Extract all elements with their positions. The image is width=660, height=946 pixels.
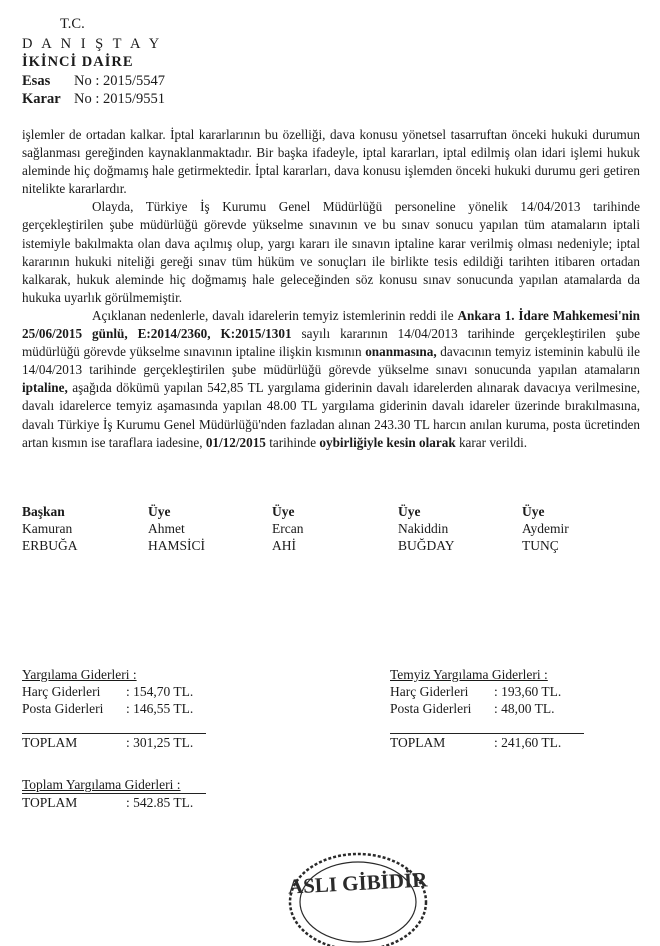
cost-row (22, 683, 206, 700)
karar-number: No : 2015/9551 (74, 91, 166, 107)
signature-first-name: Ahmet (148, 521, 185, 536)
signature-first-name: Kamuran (22, 521, 73, 536)
signature-role: Üye (272, 504, 295, 519)
signature-last-name: BUĞDAY (398, 538, 455, 553)
signature-last-name: ERBUĞA (22, 538, 78, 553)
costs-overall (22, 776, 206, 811)
cost-row (390, 700, 584, 717)
chamber-name: İKİNCİ DAİRE (22, 54, 134, 70)
cost-value: : 48,00 TL. (494, 701, 555, 716)
costs-overall-title: Toplam Yargılama Giderleri : (22, 777, 181, 792)
signature-member-1 (148, 503, 205, 554)
costs-appeal (390, 666, 584, 751)
decision-body (22, 126, 640, 452)
p3-iptaline: iptaline, (22, 380, 68, 396)
signature-last-name: TUNÇ (522, 538, 559, 553)
court-name: D A N I Ş T A Y (22, 36, 163, 52)
cost-total-value: : 301,25 TL. (126, 735, 194, 750)
karar-line (22, 91, 165, 108)
cost-total-value: : 542.85 TL. (126, 795, 194, 810)
p3-court-ref: Ankara 1. İdare Mahkemesi'nin 25/06/2015 günlü, E:2014/2360, K:2015/1301 (22, 307, 640, 342)
costs-trial (22, 666, 206, 751)
signature-first-name: Nakiddin (398, 521, 449, 536)
signature-role: Üye (148, 504, 171, 519)
signature-member-4 (522, 503, 569, 554)
signature-last-name: AHİ (272, 538, 296, 553)
p3-unanimous: oybirliğiyle kesin olarak (319, 434, 456, 450)
cost-total-row (22, 793, 206, 811)
signature-role: Üye (522, 504, 545, 519)
signature-first-name: Ercan (272, 521, 304, 536)
republic-label: T.C. (60, 16, 85, 32)
svg-text:ASLI GİBİDİR: ASLI GİBİDİR (287, 867, 428, 899)
p3-part-k: karar verildi. (458, 434, 528, 450)
cost-total-label: TOPLAM (22, 735, 78, 750)
karar-label: Karar (22, 91, 61, 107)
signature-chair (22, 503, 78, 554)
cost-label: Harç Giderleri (390, 684, 469, 699)
p3-part-i: tarihinde (269, 434, 317, 450)
cost-total-label: TOPLAM (22, 795, 78, 810)
cost-value: : 146,55 TL. (126, 701, 194, 716)
p3-part-a: Açıklanan nedenlerle, davalı idarelerin temyiz istemlerinin reddi ile (92, 307, 454, 323)
p3-onanmasina: onanmasına, (365, 344, 437, 360)
cost-total-row (22, 733, 206, 751)
p3-date: 01/12/2015 (205, 434, 266, 450)
cost-value: : 154,70 TL. (126, 684, 194, 699)
p3-part-g: aşağıda dökümü yapılan 542,85 TL yargılama giderinin davalı idarelerden alınarak davacıya verilmesine, davalı idarelerce temyiz aşamasında yapılan 48.00 TL yargılama giderinin davalı idareler üzerinde bırakılmasına, davalı Türkiye İş Kurumu Genel Müdürlüğü'nden fazladan alınan 243.30 TL harcın anılan kuruma, posta ücretinden artan kısmın ise taraflara iadesine, (22, 380, 641, 450)
cost-label: Harç Giderleri (22, 684, 101, 699)
signature-member-3 (398, 503, 455, 554)
p3-part-c: sayılı kararının 14/04/2013 tarihinde gerçekleştirilen şube müdürlüğü görevde yükselme sınavının iptaline ilişkin kısmının (22, 326, 641, 360)
certified-copy-stamp (274, 846, 444, 946)
cost-total-row (390, 733, 584, 751)
signature-role: Üye (398, 504, 421, 519)
cost-value: : 193,60 TL. (494, 684, 562, 699)
cost-row (390, 683, 584, 700)
signature-last-name: HAMSİCİ (148, 538, 206, 553)
cost-total-label: TOPLAM (390, 735, 446, 750)
p3-part-e: davacının temyiz isteminin kabulü ile 14/04/2013 tarihinde gerçekleştirilen şube müdürlüğü görevde yükselme sınavı sonucunda yapılan atamaların (22, 344, 641, 378)
esas-label: Esas (22, 73, 51, 89)
cost-total-value: : 241,60 TL. (494, 735, 562, 750)
paragraph-1: işlemler de ortadan kalkar. İptal kararlarının bu özelliği, dava konusu yönetsel tasarruftan önceki hukuki durumun sağlanması gereğinden kaynaklanmaktadır. Bir başka ifadeyle, iptal kararları, iptal edilmiş olan idari işlemi hukuk aleminde hiç doğmamış hale getirmektedir. İptal kararları, dava konusu işlemden önceki hukuki durumu geri getiren nitelikte kararlardır. (22, 127, 640, 197)
signature-first-name: Aydemir (522, 521, 569, 536)
costs-appeal-title: Temyiz Yargılama Giderleri : (390, 667, 548, 682)
signature-role: Başkan (22, 504, 65, 519)
esas-number: No : 2015/5547 (74, 73, 166, 89)
cost-label: Posta Giderleri (22, 701, 104, 716)
costs-trial-title: Yargılama Giderleri : (22, 667, 137, 682)
esas-line (22, 73, 165, 90)
signature-member-2 (272, 503, 303, 554)
cost-label: Posta Giderleri (390, 701, 472, 716)
paragraph-3 (22, 307, 640, 452)
cost-row (22, 700, 206, 717)
paragraph-2: Olayda, Türkiye İş Kurumu Genel Müdürlüğü personeline yönelik 14/04/2013 tarihinde gerçekleştirilen şube müdürlüğü görevde yükselme sınavının ve bu sınav sonucu yapılan tüm atamaların iptali istemiyle bakılmakta olan dava açılmış olup, yargı kararı ile sınavın iptaline karar verilmiş olması nedeniyle; iptal kararının hukuki niteliği gereği sınav tüm hüküm ve sonuçları ile birlikte tesis edildiği tarihten itibaren ortadan kalkarak, hukuk aleminde hiç doğmamış hale geleceğinden söz konusu sınav sonucunda yapılan atamalarda da hukuka uyarlık görülmemiştir. (22, 199, 640, 305)
